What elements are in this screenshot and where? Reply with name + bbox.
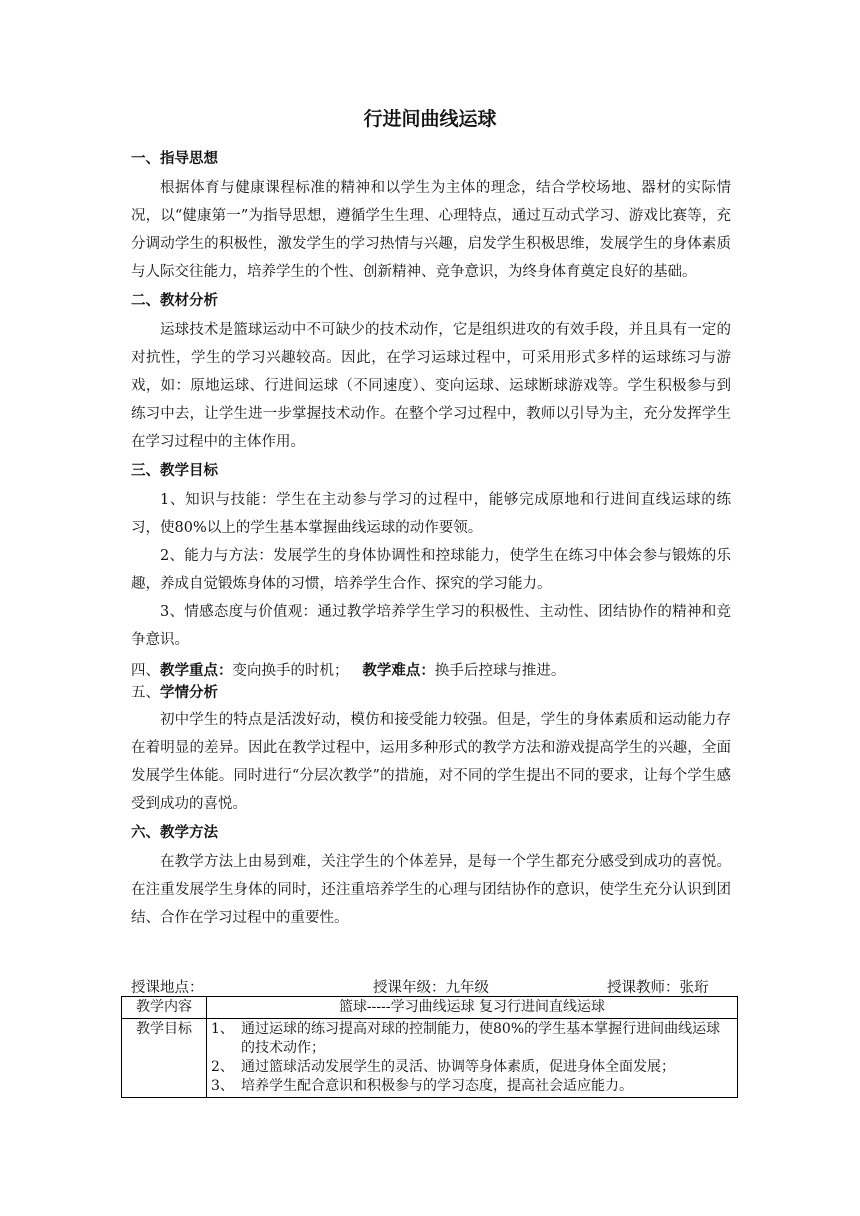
table-cell-label: 教学目标	[122, 1019, 207, 1098]
goal-text: 培养学生配合意识和积极参与的学习态度，提高社会适应能力。	[241, 1078, 633, 1094]
section-heading	[131, 682, 731, 704]
document-body	[131, 144, 731, 932]
section-heading: 六、教学方法	[131, 825, 218, 841]
goal-item	[211, 1020, 733, 1058]
lesson-grade: 授课年级：九年级	[373, 980, 489, 996]
section-heading-text: 学情分析	[160, 685, 218, 701]
section-heading: 一、指导思想	[131, 151, 218, 167]
goal-number: 3、	[211, 1078, 234, 1094]
table-cell-goals	[207, 1019, 738, 1098]
paragraph: 根据体育与健康课程标准的精神和以学生为主体的理念，结合学校场地、器材的实际情况，以“健康第一”为指导思想，遵循学生生理、心理特点，通过互动式学习、游戏比赛等，充分调动学生的积极性，激发学生的学习热情与兴趣，启发学生积极思维，发展学生的身体素质与人际交往能力，培养学生的个性、创新精神、竞争意识，为终身体育奠定良好的基础。	[131, 180, 731, 280]
table-row	[122, 997, 738, 1019]
key-points-prefix: 四、	[131, 663, 160, 679]
goal-item	[211, 1058, 733, 1077]
table-cell-value: 篮球-----学习曲线运球 复习行进间直线运球	[207, 997, 738, 1019]
key-points-line	[131, 662, 731, 680]
paragraph: 2、能力与方法：发展学生的身体协调性和控球能力，使学生在练习中体会参与锻炼的乐趣，养成自觉锻炼身体的习惯，培养学生合作、探究的学习能力。	[131, 548, 731, 592]
paragraph: 在教学方法上由易到难，关注学生的个体差异，是每一个学生都充分感受到成功的喜悦。在注重发展学生身体的同时，还注重培养学生的心理与团结协作的意识，使学生充分认识到团结、合作在学习过程中的重要性。	[131, 854, 731, 926]
section-prefix: 五、	[131, 685, 160, 701]
key-point-label: 教学重点：	[160, 663, 233, 679]
lesson-place: 授课地点：	[131, 980, 204, 996]
goal-number: 2、	[211, 1059, 234, 1075]
table-cell-label: 教学内容	[122, 997, 207, 1019]
section-heading: 三、教学目标	[131, 463, 218, 479]
key-point-text: 变向换手的时机；	[232, 663, 349, 679]
paragraph: 1、知识与技能：学生在主动参与学习的过程中，能够完成原地和行进间直线运球的练习，使80%以上的学生基本掌握曲线运球的动作要领。	[131, 492, 731, 536]
lesson-table	[121, 996, 738, 1098]
section-heading: 二、教材分析	[131, 293, 218, 309]
paragraph: 运球技术是篮球运动中不可缺少的技术动作，它是组织进攻的有效手段，并且具有一定的对抗性，学生的学习兴趣较高。因此，在学习运球过程中，可采用形式多样的运球练习与游戏，如：原地运球、行进间运球（不同速度）、变向运球、运球断球游戏等。学生积极参与到练习中去，让学生进一步掌握技术动作。在整个学习过程中，教师以引导为主，充分发挥学生在学习过程中的主体作用。	[131, 322, 731, 450]
paragraph: 3、情感态度与价值观：通过教学培养学生学习的积极性、主动性、团结协作的精神和竞争意识。	[131, 604, 731, 648]
lesson-teacher: 授课教师：张珩	[607, 980, 709, 996]
goal-item	[211, 1077, 733, 1096]
goal-text: 通过篮球活动发展学生的灵活、协调等身体素质，促进身体全面发展；	[241, 1059, 675, 1075]
goal-text: 通过运球的练习提高对球的控制能力，使80%的学生基本掌握行进间曲线运球的技术动作；	[241, 1021, 721, 1056]
document-title: 行进间曲线运球	[363, 108, 497, 130]
difficulty-label: 教学难点：	[362, 663, 435, 679]
difficulty-text: 换手后控球与推进。	[434, 663, 566, 679]
goal-number: 1、	[211, 1021, 234, 1037]
lesson-meta	[131, 976, 731, 996]
table-row	[122, 1019, 738, 1098]
paragraph: 初中学生的特点是活泼好动，模仿和接受能力较强。但是，学生的身体素质和运动能力存在着明显的差异。因此在教学过程中，运用多种形式的教学方法和游戏提高学生的兴趣，全面发展学生体能。同时进行“分层次教学”的措施，对不同的学生提出不同的要求，让每个学生感受到成功的喜悦。	[131, 712, 731, 812]
